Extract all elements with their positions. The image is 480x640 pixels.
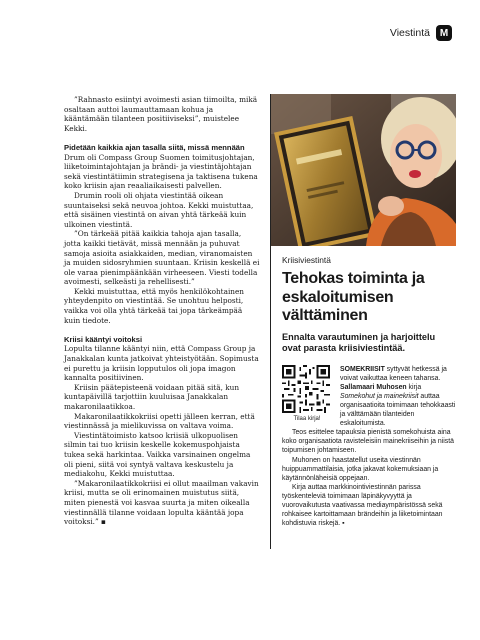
sidebar-deck: Ennalta varautuminen ja harjoittelu ovat parasta kriisiviestintää. <box>282 331 436 354</box>
subheading-pidetaan: Pidetään kaikkia ajan tasalla siitä, missä mennään <box>64 142 245 152</box>
section-title: Viestintä <box>389 27 430 39</box>
qr-block <box>282 365 332 429</box>
paragraph: ”Rahnasto esiintyi avoimesti asian tiimoilta, mikä osaltaan auttoi laumauttamaan kohua ja kääntämään tilanteen positiiviseksi”, muistelee Kekki. <box>64 95 258 133</box>
sidebar-box <box>282 255 456 528</box>
subheading-kriisi-kaantyi: Kriisi kääntyi voitoksi <box>64 334 143 344</box>
paragraph: ”Makaronilaatikkokriisi ei ollut maailman vakavin kriisi, mutta se oli erinomainen muistutus siitä, miten pienestä voi kasvaa suurta ja miten oikealla viestinnällä tilanne voidaan lopulta kääntää jopa voitoksi.” ▪ <box>64 478 259 527</box>
paragraph: Kekki muistuttaa, että myös henkilökohtainen yhteydenpito on viestintää. Se unohtuu helposti, vaikka voi olla yhtä tärkeää tai jopa tärkeämpää kuin tiedote. <box>64 286 245 325</box>
author-name: Sallamaari Muhosen <box>340 383 407 391</box>
paragraph: Teos esittelee tapauksia pienistä somekohuista aina koko organisaatiota ravisteleisiin mainekriiseihin ja niistä toipumisen johtamiseen. <box>282 429 454 455</box>
paragraph: Drumin rooli oli ohjata viestintää oikean suuntaiseksi sekä neuvoa johtoa. Kekki muistuttaa, että sisäinen viestintä on aivan yhtä tärkeää kuin ulkoinen viestintä. <box>64 190 254 229</box>
promo-text <box>340 365 456 429</box>
paragraph: Kirja auttaa markkinointiviestinnän parissa työskenteleviä toimimaan läpinäkyvyyttä ja vuorovaikutusta vaativassa mediaympäristössä sekä rohkaisee kartoittamaan brändeihin ja liiketoimintaan kohdistuvia riskejä. ▪ <box>282 483 443 528</box>
paragraph: Makaronilaatikkokriisi opetti jälleen kerran, että viestinnässä ja mielikuvissa on valtava voima. <box>64 411 255 431</box>
promo-text-part: syttyvät hetkessä ja voivat vaikuttaa keneen tahansa. <box>340 365 447 382</box>
person-with-award-photo <box>271 94 456 246</box>
promo-text-part: auttaa organisaatioita toimimaan tehokkaasti ja välttämään tilanteiden eskaloitumista. <box>340 392 456 428</box>
sidebar-body <box>282 428 456 528</box>
qr-code-icon[interactable] <box>282 365 330 413</box>
qr-caption: Tilaa kirja! <box>293 415 321 422</box>
page-header <box>390 25 452 41</box>
book-promo <box>282 365 456 429</box>
sidebar-headline: Tehokas toiminta ja eskaloitumisen välttäminen <box>282 270 425 325</box>
paragraph: ”On tärkeää pitää kaikkia tahoja ajan tasalla, jotta kaikki tietävät, missä mennään ja puhuvat samoja asioita asiakkaiden, median, viranomaisten ja muiden sidosryhmien suuntaan. Kriisin keskellä ei ole varaa pienimpäänkään virheeseen. Viesti todella avoimesti, selkeästi ja rehellisesti.” <box>64 229 260 287</box>
promo-text-part: kirja <box>406 383 422 391</box>
promo-bold: SOMEKRIISIT <box>340 365 385 373</box>
paragraph: Muhonen on haastatellut useita viestinnän huippuammattilaisia, jotka jakavat kokemuksiaan ja käytännönläheisiä oppejaan. <box>282 456 439 482</box>
kicker: Kriisiviestintä <box>282 255 331 265</box>
left-article-column <box>64 95 260 527</box>
paragraph: Drum oli Compass Group Suomen toimitusjohtajan, liiketoimintajohtajan ja brändi- ja viestintäjohtajan sekä viestintätiimin strategisena ja taktisena tukena koko kriisin ajan reaaliaikaisesti palvellen. <box>64 152 258 191</box>
book-title: Somekohut ja mainekriisit <box>340 392 419 400</box>
paragraph: Viestintätoimisto katsoo kriisiä ulkopuolisen silmin tai tuo kriisin keskelle kokemuspohjaista tukea sekä harkintaa. Vaikka varsinainen ongelma oli pieni, siitä voi syntyä valtava keskustelu ja mediakohu, Kekki muistuttaa. <box>64 430 251 479</box>
magazine-badge: M <box>436 25 452 41</box>
paragraph: Kriisin päätepisteenä voidaan pitää sitä, kun kuntapäivillä tarjottiin kuuluisaa Janakkalan makaronilaatikkoa. <box>64 382 240 411</box>
paragraph: Lopulta tilanne kääntyi niin, että Compass Group ja Janakkalan kunta jatkoivat yhteistyötään. Sopimusta ei purettu ja kriisin lopputulos oli jopa imagon kannalta positiivinen. <box>64 344 259 383</box>
